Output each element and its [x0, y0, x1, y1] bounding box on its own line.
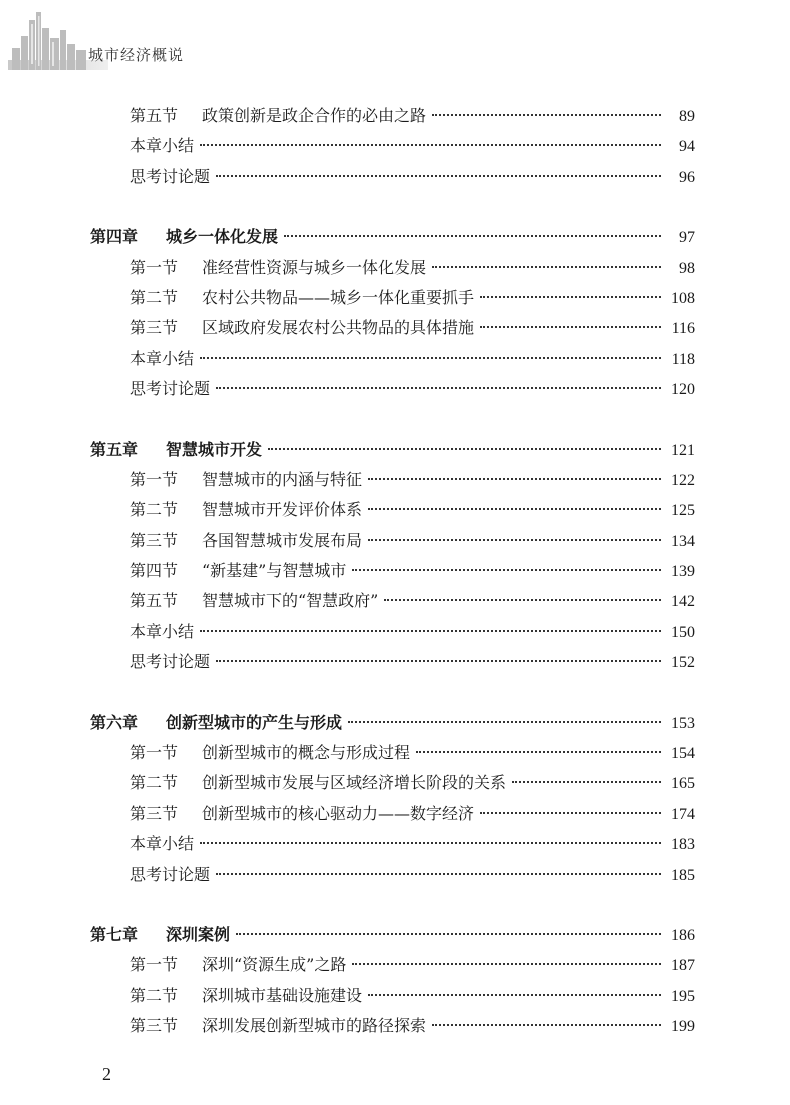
toc-page-number: 142 [671, 593, 695, 611]
toc-page-number: 199 [671, 1018, 695, 1036]
toc-page-number: 185 [671, 866, 695, 884]
toc-page-number: 121 [671, 441, 695, 459]
city-skyline-icon [8, 8, 90, 72]
section-number: 第二节 [130, 500, 179, 520]
toc-page-number: 187 [671, 957, 695, 975]
section-number: 第二节 [130, 985, 179, 1005]
section-title: 创新型城市的核心驱动力——数字经济 [202, 803, 475, 823]
toc-page-number: 116 [671, 320, 695, 338]
section-title: 本章小结 [130, 834, 195, 854]
toc-page-number: 195 [671, 987, 695, 1005]
toc-section-row[interactable] [90, 1011, 695, 1041]
section-number: 第一节 [130, 469, 179, 489]
toc-page-number: 183 [671, 836, 695, 854]
section-number: 第二节 [130, 287, 179, 307]
toc-page-number: 153 [671, 714, 695, 732]
section-title: 创新型城市的概念与形成过程 [202, 743, 411, 763]
toc-page-number: 154 [671, 745, 695, 763]
section-title: 创新型城市发展与区域经济增长阶段的关系 [202, 773, 507, 793]
section-title: 思考讨论题 [130, 166, 211, 186]
toc-page-number: 97 [679, 229, 695, 247]
section-title: 各国智慧城市发展布局 [202, 530, 363, 550]
toc-page-number: 89 [679, 108, 695, 125]
toc-section-row[interactable] [90, 768, 695, 798]
section-title: “新基建”与智慧城市 [202, 561, 347, 581]
section-title: 准经营性资源与城乡一体化发展 [202, 257, 427, 277]
toc-section-row[interactable] [90, 617, 695, 647]
toc-page-number: 150 [671, 623, 695, 641]
chapter-number: 第四章 [90, 227, 139, 247]
dot-leader [480, 326, 661, 328]
table-of-contents [90, 101, 695, 1072]
dot-leader [480, 296, 661, 298]
section-title: 政策创新是政企合作的必由之路 [202, 106, 427, 125]
section-title: 深圳发展创新型城市的路径探索 [202, 1016, 427, 1036]
toc-page-number: 120 [671, 381, 695, 399]
dot-leader [368, 478, 661, 480]
dot-leader [268, 448, 661, 450]
dot-leader [368, 539, 661, 541]
dot-leader [216, 387, 661, 389]
toc-page-number: 174 [671, 805, 695, 823]
dot-leader [480, 812, 661, 814]
section-number: 第五节 [130, 591, 179, 611]
section-title: 本章小结 [130, 348, 195, 368]
section-number: 第四节 [130, 561, 179, 581]
toc-page-number: 152 [671, 654, 695, 672]
dot-leader [348, 721, 661, 723]
section-number: 第五节 [130, 106, 179, 125]
chapter-number: 第六章 [90, 712, 139, 732]
toc-section-row[interactable] [90, 586, 695, 616]
toc-section-row[interactable] [90, 860, 695, 890]
toc-page-number: 108 [671, 289, 695, 307]
section-title: 深圳城市基础设施建设 [202, 985, 363, 1005]
toc-page-number: 139 [671, 563, 695, 581]
chapter-title: 城乡一体化发展 [166, 227, 279, 247]
chapter-number: 第七章 [90, 924, 139, 944]
toc-page-number: 186 [671, 926, 695, 944]
toc-group [90, 708, 695, 890]
toc-section-row[interactable] [90, 101, 695, 131]
toc-section-row[interactable] [90, 131, 695, 161]
chapter-title: 深圳案例 [166, 924, 231, 944]
toc-chapter-row[interactable] [90, 920, 695, 950]
toc-group [90, 920, 695, 1042]
toc-group [90, 222, 695, 404]
section-number: 第三节 [130, 803, 179, 823]
dot-leader [416, 751, 661, 753]
dot-leader [512, 781, 661, 783]
toc-section-row[interactable] [90, 526, 695, 556]
section-number: 第一节 [130, 743, 179, 763]
dot-leader [368, 508, 661, 510]
toc-page-number: 165 [671, 775, 695, 793]
toc-chapter-row[interactable] [90, 435, 695, 465]
toc-section-row[interactable] [90, 981, 695, 1011]
toc-section-row[interactable] [90, 465, 695, 495]
toc-section-row[interactable] [90, 374, 695, 404]
section-number: 第一节 [130, 955, 179, 975]
toc-section-row[interactable] [90, 647, 695, 677]
toc-chapter-row[interactable] [90, 708, 695, 738]
dot-leader [384, 599, 661, 601]
toc-section-row[interactable] [90, 495, 695, 525]
dot-leader [236, 933, 661, 935]
dot-leader [352, 963, 661, 965]
section-title: 本章小结 [130, 136, 195, 156]
section-title: 农村公共物品——城乡一体化重要抓手 [202, 287, 475, 307]
toc-section-row[interactable] [90, 253, 695, 283]
toc-section-row[interactable] [90, 313, 695, 343]
section-title: 深圳“资源生成”之路 [202, 955, 347, 975]
dot-leader [352, 569, 661, 571]
dot-leader [200, 357, 661, 359]
toc-section-row[interactable] [90, 283, 695, 313]
toc-page-number: 98 [679, 259, 695, 277]
dot-leader [284, 235, 661, 237]
section-title: 本章小结 [130, 621, 195, 641]
chapter-title: 智慧城市开发 [166, 439, 263, 459]
toc-section-row[interactable] [90, 950, 695, 980]
dot-leader [432, 1024, 661, 1026]
dot-leader [432, 114, 661, 116]
toc-page-number: 125 [671, 502, 695, 520]
dot-leader [200, 144, 661, 146]
dot-leader [368, 994, 661, 996]
toc-section-row[interactable] [90, 829, 695, 859]
section-number: 第二节 [130, 773, 179, 793]
section-title: 智慧城市下的“智慧政府” [202, 591, 379, 611]
toc-section-row[interactable] [90, 799, 695, 829]
section-title: 思考讨论题 [130, 379, 211, 399]
toc-page-number: 118 [671, 350, 695, 368]
dot-leader [216, 175, 661, 177]
toc-section-row[interactable] [90, 162, 695, 192]
toc-group [90, 435, 695, 678]
chapter-number: 第五章 [90, 439, 139, 459]
section-title: 思考讨论题 [130, 652, 211, 672]
dot-leader [432, 266, 661, 268]
dot-leader [200, 630, 661, 632]
section-number: 第三节 [130, 530, 179, 550]
dot-leader [216, 873, 661, 875]
running-header [0, 0, 790, 80]
section-title: 智慧城市开发评价体系 [202, 500, 363, 520]
chapter-title: 创新型城市的产生与形成 [166, 712, 343, 732]
toc-page-number: 94 [679, 138, 695, 156]
toc-page-number: 96 [679, 168, 695, 186]
running-header-title: 城市经济概说 [88, 46, 185, 64]
section-title: 区域政府发展农村公共物品的具体措施 [202, 318, 475, 338]
section-title: 智慧城市的内涵与特征 [202, 469, 363, 489]
toc-section-row[interactable] [90, 556, 695, 586]
dot-leader [216, 660, 661, 662]
toc-page-number: 122 [671, 471, 695, 489]
section-number: 第三节 [130, 318, 179, 338]
section-number: 第一节 [130, 257, 179, 277]
dot-leader [200, 842, 661, 844]
toc-section-row[interactable] [90, 738, 695, 768]
toc-section-row[interactable] [90, 344, 695, 374]
section-title: 思考讨论题 [130, 864, 211, 884]
toc-group [90, 101, 695, 192]
page-number: 2 [102, 1064, 111, 1084]
toc-page-number: 134 [671, 532, 695, 550]
toc-chapter-row[interactable] [90, 222, 695, 252]
section-number: 第三节 [130, 1016, 179, 1036]
